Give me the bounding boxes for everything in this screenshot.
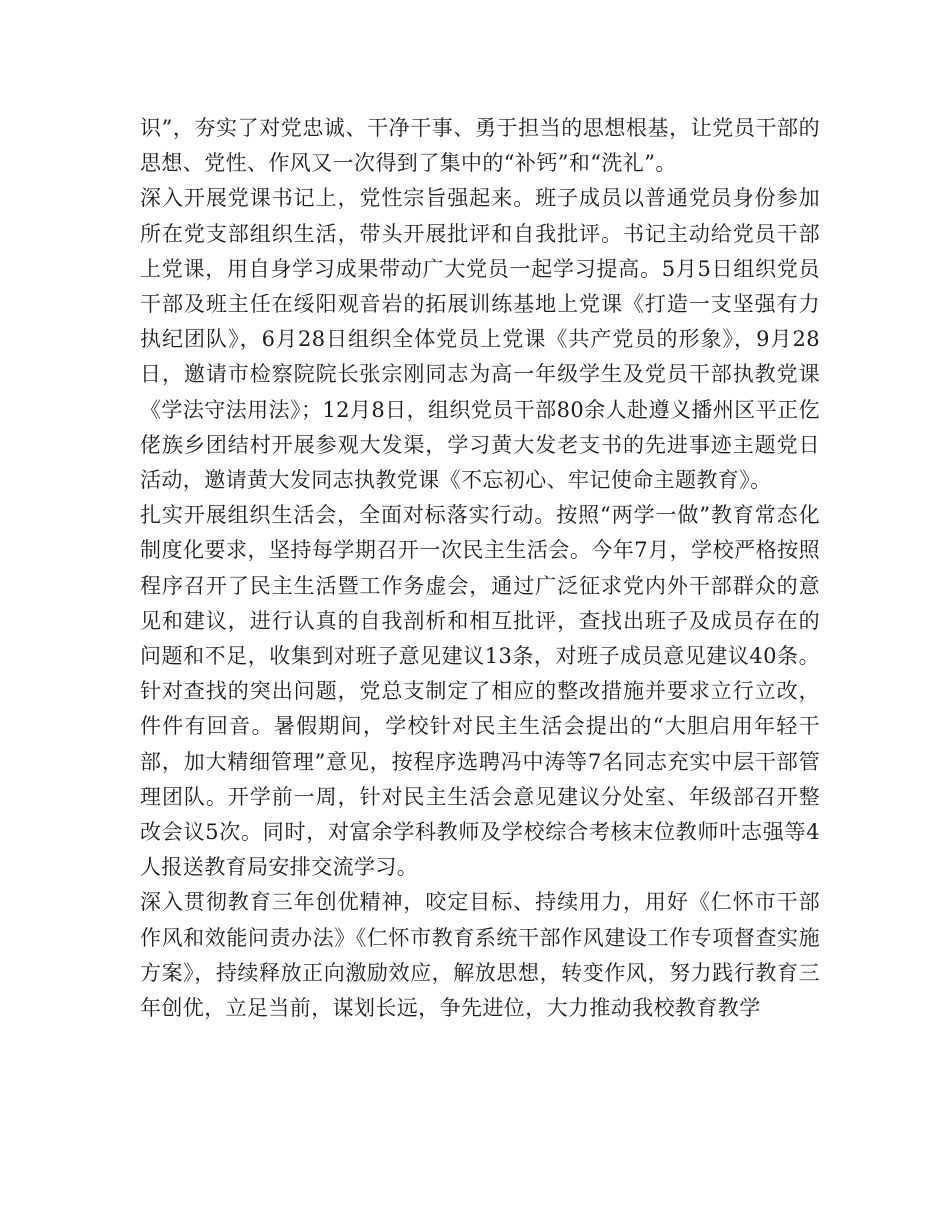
paragraph-4: 深入贯彻教育三年创优精神，咬定目标、持续用力，用好《仁怀市干部作风和效能问责办法》《仁怀市教育系统干部作风建设工作专项督查实施方案》，持续释放正向激励效应，解放思想，转变作风，努力践行教育三年创优，立足当前，谋划长远，争先进位，大力推动我校教育教学 — [140, 890, 820, 1021]
paragraph-2: 深入开展党课书记上，党性宗旨强起来。班子成员以普通党员身份参加所在党支部组织生活，带头开展批评和自我批评。书记主动给党员干部上党课，用自身学习成果带动广大党员一起学习提高。5月5日组织党员干部及班主任在绥阳观音岩的拓展训练基地上党课《打造一支坚强有力执纪团队》，6月28日组织全体党员上党课《共产党员的形象》，9月28日，邀请市检察院院长张宗刚同志为高一年级学生及党员干部执教党课《学法守法用法》；12月8日，组织党员干部80余人赴遵义播州区平正仡佬族乡团结村开展参观大发渠，学习黄大发老支书的先进事迹主题党日活动，邀请黄大发同志执教党课《不忘初心、牢记使命主题教育》。 — [140, 186, 820, 493]
paragraph-3: 扎实开展组织生活会，全面对标落实行动。按照“两学一做”教育常态化制度化要求，坚持每学期召开一次民主生活会。今年7月，学校严格按照程序召开了民主生活暨工作务虚会，通过广泛征求党内外干部群众的意见和建议，进行认真的自我剖析和相互批评，查找出班子及成员存在的问题和不足，收集到对班子意见建议13条，对班子成员意见建议40条。针对查找的突出问题，党总支制定了相应的整改措施并要求立行立改，件件有回音。暑假期间，学校针对民主生活会提出的“大胆启用年轻干部，加大精细管理”意见，按程序选聘冯中涛等7名同志充实中层干部管理团队。开学前一周，针对民主生活会意见建议分处室、年级部召开整改会议5次。同时，对富余学科教师及学校综合考核末位教师叶志强等4人报送教育局安排交流学习。 — [140, 503, 820, 880]
document-body — [140, 111, 820, 1026]
paragraph-1: 识”，夯实了对党忠诚、干净干事、勇于担当的思想根基，让党员干部的思想、党性、作风又一次得到了集中的“补钙”和“洗礼”。 — [140, 116, 820, 176]
